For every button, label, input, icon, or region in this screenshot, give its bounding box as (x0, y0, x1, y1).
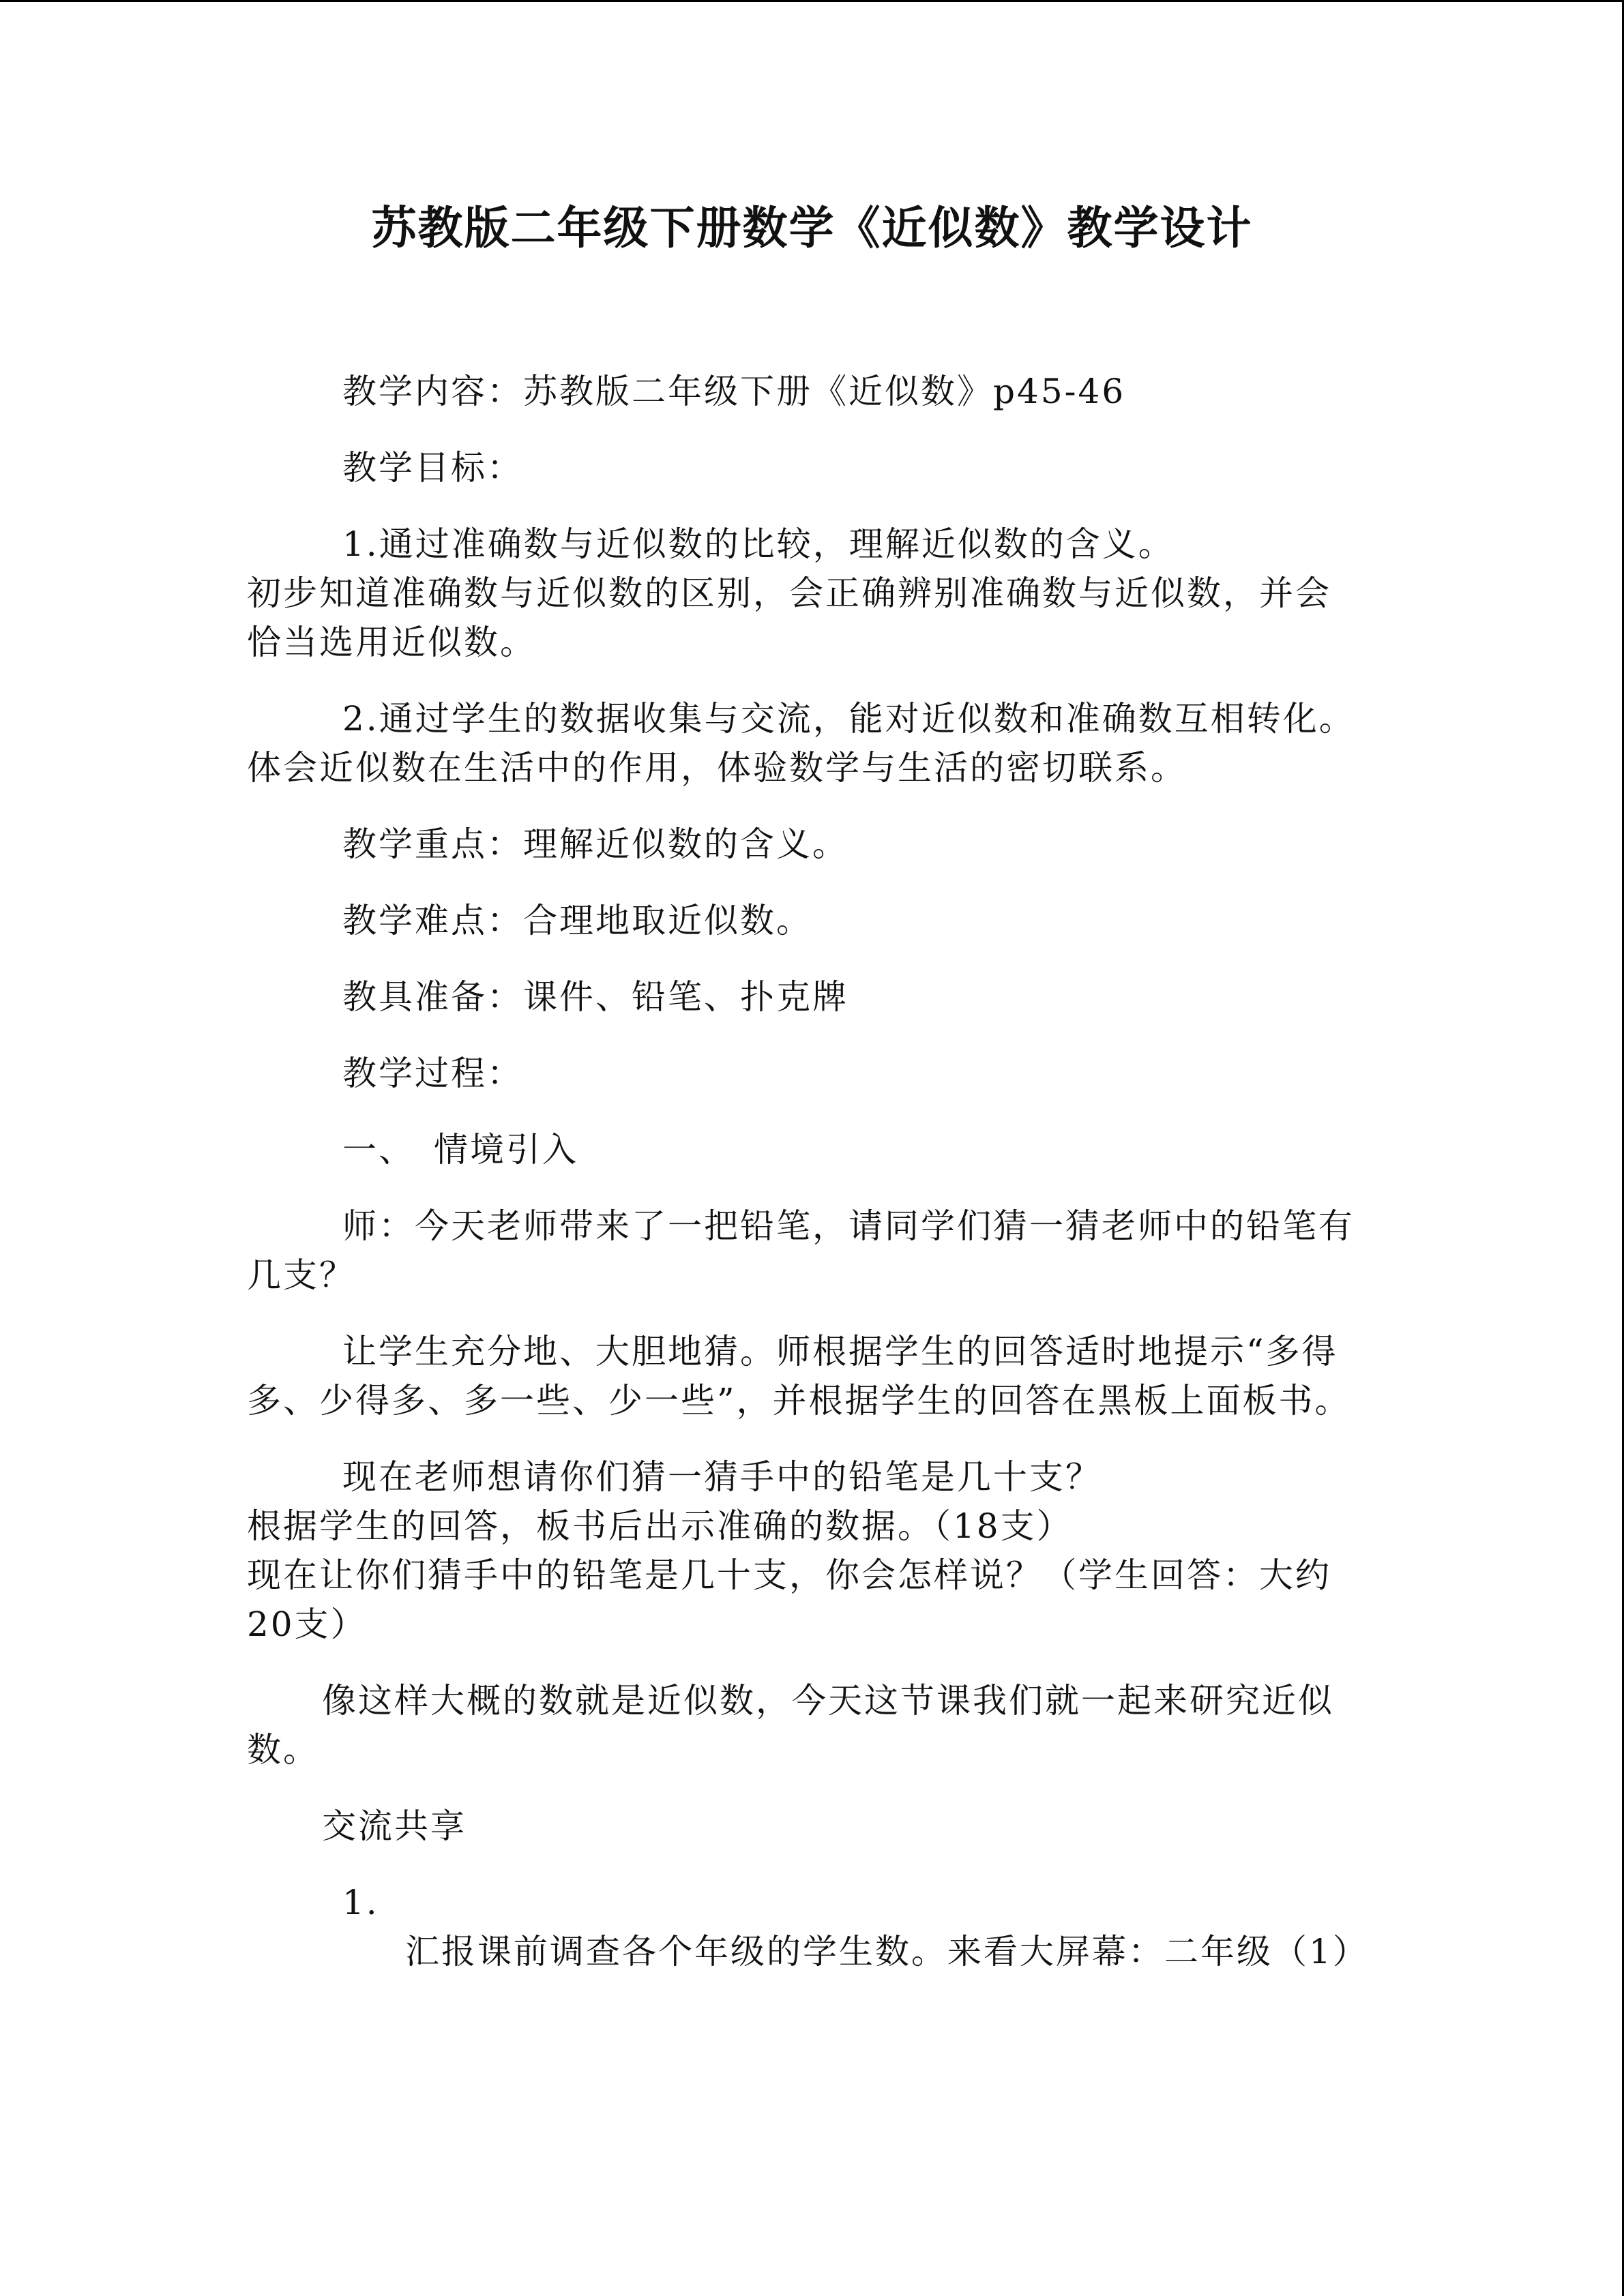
paragraph-goal-1-detail: 初步知道准确数与近似数的区别，会正确辨别准确数与近似数，并会恰当选用近似数。 (247, 573, 1331, 662)
paragraph-difficulty: 教学难点：合理地取近似数。 (342, 901, 812, 940)
paragraph-teaching-content: 教学内容：苏教版二年级下册《近似数》p45-46 (342, 372, 1126, 411)
paragraph-process: 教学过程： (342, 1054, 523, 1093)
list-item-number: 1. (342, 1883, 379, 1922)
paragraph-key-point: 教学重点：理解近似数的含义。 (342, 824, 848, 864)
paragraph-goal-2: 2.通过学生的数据收集与交流，能对近似数和准确数互相转化。 (342, 699, 1355, 739)
section-heading-intro: 一、 情境引入 (342, 1130, 578, 1169)
page-border-top (0, 0, 1624, 2)
paragraph-teaching-goals: 教学目标： (342, 448, 523, 488)
document-body (247, 367, 1369, 2003)
paragraph-guess-tens: 现在老师想请你们猜一猜手中的铅笔是几十支？ (342, 1457, 1102, 1497)
paragraph-exact-number: 根据学生的回答，板书后出示准确的数据。（18支） (247, 1506, 1073, 1546)
paragraph-definition: 像这样大概的数就是近似数，今天这节课我们就一起来研究近似数。 (247, 1681, 1334, 1770)
document-title: 苏教版二年级下册数学《近似数》教学设计 (371, 202, 1253, 254)
paragraph-teacher-question: 师：今天老师带来了一把铅笔，请同学们猜一猜老师中的铅笔有几支？ (247, 1206, 1355, 1295)
paragraph-goal-1: 1.通过准确数与近似数的比较，理解近似数的含义。 (342, 524, 1175, 564)
paragraph-materials: 教具准备：课件、铅笔、扑克牌 (342, 977, 848, 1017)
paragraph-approximate-answer: 现在让你们猜手中的铅笔是几十支，你会怎样说？（学生回答：大约20支） (247, 1555, 1331, 1644)
section-heading-sharing: 交流共享 (322, 1806, 467, 1846)
list-item (247, 1878, 1369, 1976)
list-item-text: 汇报课前调查各个年级的学生数。来看大屏幕：二年级（1） (405, 1932, 1369, 1971)
paragraph-goal-2-detail: 体会近似数在生活中的作用，体验数学与生活的密切联系。 (247, 748, 1187, 788)
paragraph-student-guess: 让学生充分地、大胆地猜。师根据学生的回答适时地提示“多得多、少得多、多一些、少一些”，并根据学生的回答在黑板上面板书。 (247, 1332, 1351, 1420)
